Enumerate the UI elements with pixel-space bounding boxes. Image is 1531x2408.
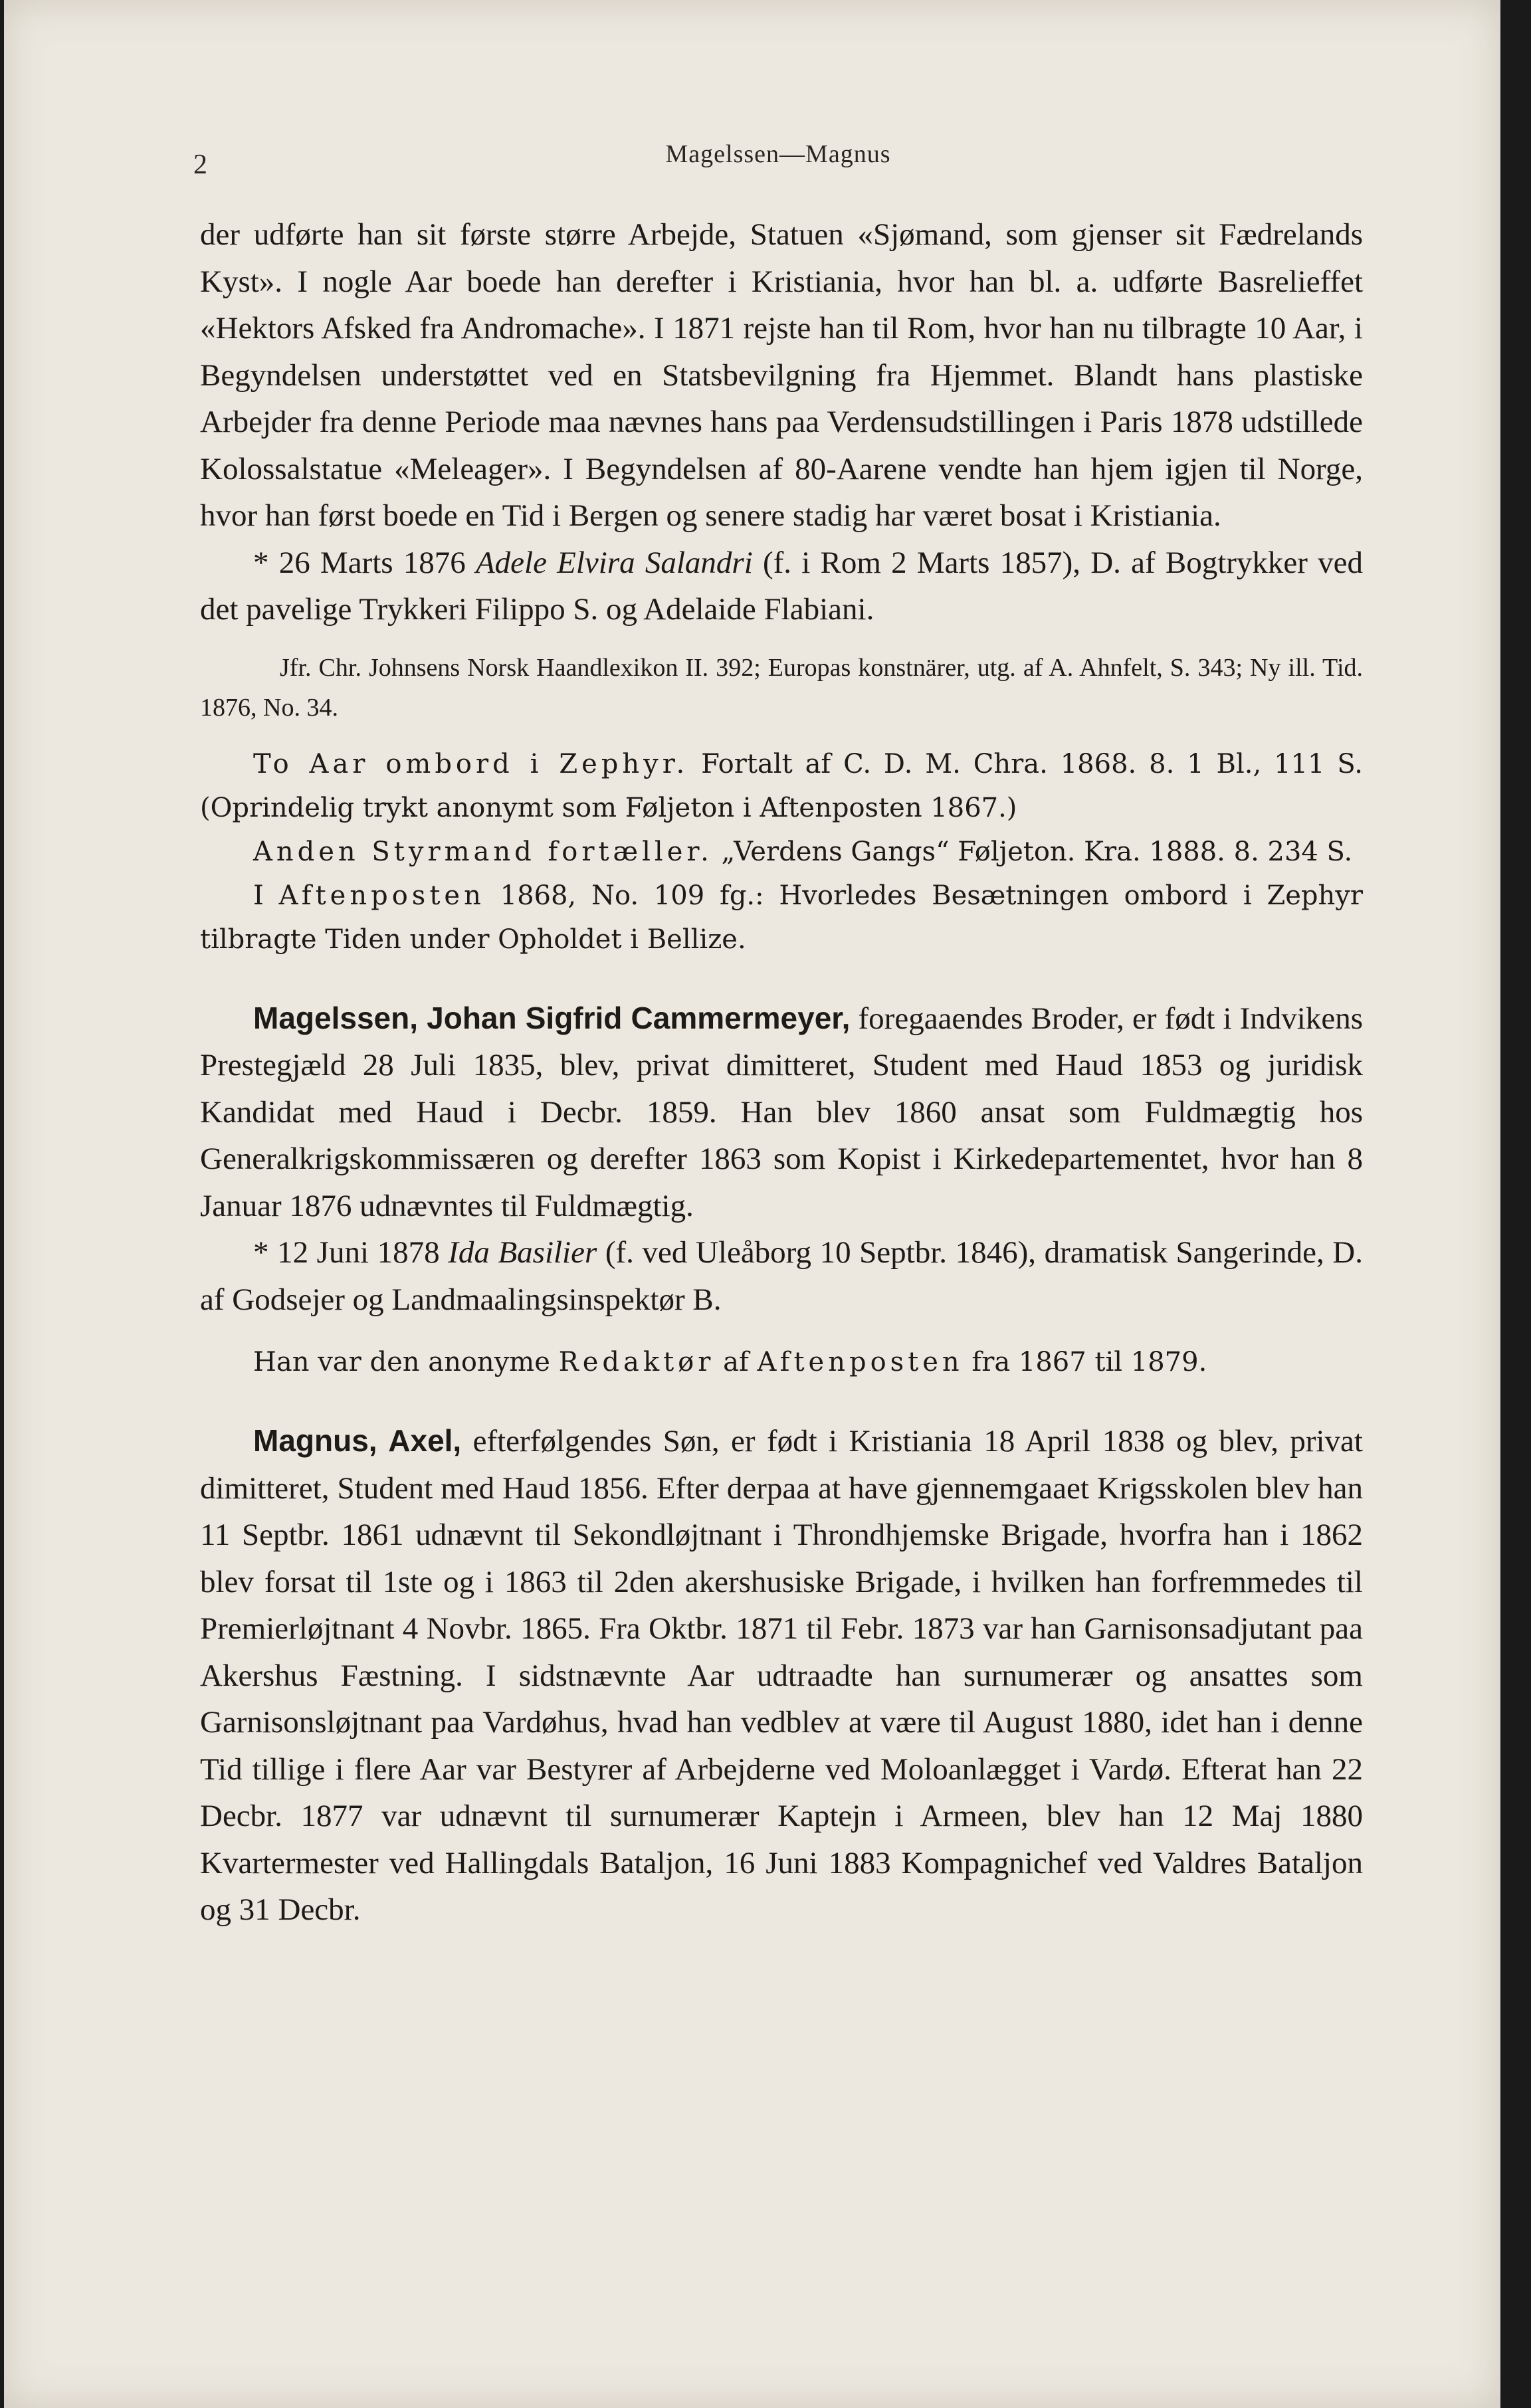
entry-text-2: foregaaendes Broder, er født i Indvikens Prestegjæld 28 Juli 1835, blev, privat dimitteret, Student med Haud 1853 og juridisk Kandidat med Haud i Decbr. 1859. Han blev 1860 ansat som Fuldmægtig hos Generalkrigskommissæren og derefter 1863 som Kopist i Kirkedepartementet, hvor han 8 Januar 1876 udnævntes til Fuldmægtig. [200, 1001, 1363, 1223]
marriage-note-2 [200, 1229, 1363, 1323]
reference-note-1 [200, 648, 1363, 728]
editor-note-2 [200, 1340, 1363, 1384]
spouse-name-2: Ida Basilier [448, 1235, 597, 1270]
editor-paper: Aftenposten [757, 1347, 964, 1377]
work-details-3: 1868, No. 109 fg.: Hvorledes Besætningen ombord i Zephyr tilbragte Tiden under Opholdet i Bellize. [200, 880, 1363, 955]
page [4, 0, 1500, 2408]
page-header [193, 140, 1363, 179]
biography-entry-2 [200, 995, 1363, 1230]
editor-note-middle: af [714, 1347, 758, 1377]
work-title-1: To Aar ombord i Zephyr. [253, 748, 689, 779]
running-head: Magelssen—Magnus [665, 140, 891, 168]
biography-entry-3 [200, 1417, 1363, 1934]
text-body [200, 211, 1363, 1934]
paragraph-continuation: der udførte han sit første større Arbejde, Statuen «Sjømand, som gjenser sit Fædrelands Kyst». I nogle Aar boede han derefter i Kristiania, hvor han bl. a. udførte Basrelieffet «Hektors Afsked fra Andromache». I 1871 rejste han til Rom, hvor han nu tilbragte 10 Aar, i Begyndelsen understøttet ved en Statsbevilgning fra Hjemmet. Blandt hans plastiske Arbejder fra denne Periode maa nævnes hans paa Verdensudstillingen i Paris 1878 udstillede Kolossalstatue «Meleager». I Begyndelsen af 80-Aarene vendte han hjem igjen til Norge, hvor han først boede en Tid i Bergen og senere stadig har været bosat i Kristiania. [200, 217, 1363, 533]
marriage-date-2: * 12 Juni 1878 [253, 1235, 449, 1270]
work-prefix-3: I [253, 880, 279, 911]
editor-role: Redaktør [558, 1347, 715, 1377]
reference-text-1: Jfr. Chr. Johnsens Norsk Haandlexikon II. 392; Europas konstnärer, utg. af A. Ahnfelt, S. 343; Ny ill. Tid. 1876, No. 34. [200, 653, 1363, 722]
editor-note-suffix: fra 1867 til 1879. [963, 1347, 1207, 1377]
work-details-2: „Verdens Gangs“ Føljeton. Kra. 1888. 8. 234 S. [712, 836, 1353, 867]
work-title-2: Anden Styrmand fortæller. [253, 836, 713, 867]
marriage-details-2: (f. ved Uleåborg 10 Septbr. 1846), dramatisk Sangerinde, D. af Godsejer og Landmaalingsinspektør B. [200, 1235, 1363, 1317]
entry-name-3: Magnus, Axel, [253, 1423, 462, 1458]
entry-name-2: Magelssen, Johan Sigfrid Cammermeyer, [253, 1000, 851, 1035]
work-item-1 [200, 742, 1363, 830]
work-item-3 [200, 874, 1363, 961]
marriage-date-1: * 26 Marts 1876 [253, 545, 476, 580]
marriage-details-1: (f. i Rom 2 Marts 1857), D. af Bogtrykker ved det pavelige Trykkeri Filippo S. og Adelaide Flabiani. [200, 545, 1363, 627]
spouse-name-1: Adele Elvira Salandri [475, 545, 753, 580]
entry-text-3: efterfølgendes Søn, er født i Kristiania 18 April 1838 og blev, privat dimitteret, Student med Haud 1856. Efter derpaa at have gjennemgaaet Krigsskolen blev han 11 Septbr. 1861 udnævnt til Sekondløjtnant i Throndhjemske Brigade, hvorfra han i 1862 blev forsat til 1ste og i 1863 til 2den akershusiske Brigade, i hvilken han forfremmedes til Premierløjtnant 4 Novbr. 1865. Fra Oktbr. 1871 til Febr. 1873 var han Garnisonsadjutant paa Akershus Fæstning. I sidstnævnte Aar udtraadte han surnumerær og ansattes som Garnisonsløjtnant paa Vardøhus, hvad han vedblev at være til August 1880, idet han i denne Tid tillige i flere Aar var Bestyrer af Arbejderne ved Moloanlægget i Vardø. Efterat han 22 Decbr. 1877 var udnævnt til surnumerær Kaptejn i Armeen, blev han 12 Maj 1880 Kvartermester ved Hallingdals Bataljon, 16 Juni 1883 Kompagnichef ved Valdres Bataljon og 31 Decbr. [200, 1424, 1363, 1927]
work-item-2 [200, 830, 1363, 874]
page-number: 2 [193, 150, 207, 180]
work-title-3: Aftenposten [278, 880, 485, 911]
editor-note-prefix: Han var den anonyme [253, 1347, 559, 1377]
marriage-note-1 [200, 540, 1363, 633]
work-details-1: Fortalt af C. D. M. Chra. 1868. 8. 1 Bl., 111 S. (Oprindelig trykt anonymt som Føljeton i Aftenposten 1867.) [200, 748, 1364, 823]
